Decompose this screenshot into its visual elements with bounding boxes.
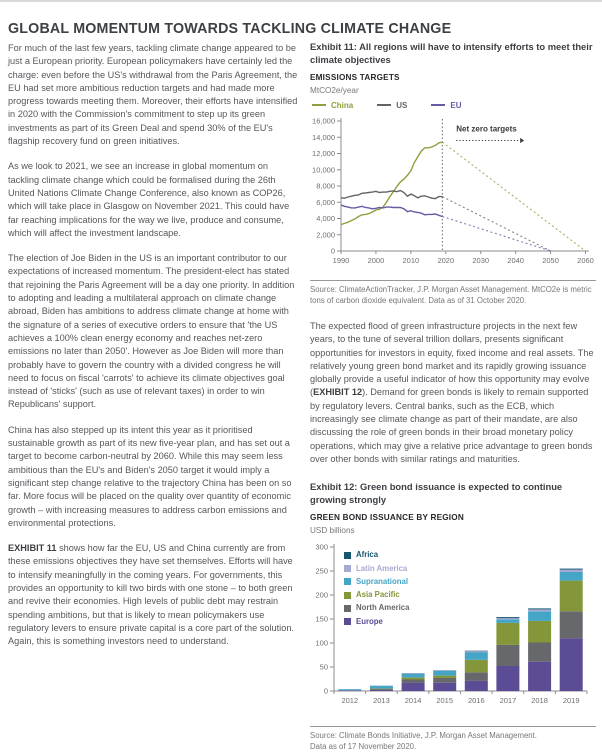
svg-text:0: 0 — [330, 246, 335, 256]
svg-text:2019: 2019 — [562, 696, 580, 706]
svg-text:2013: 2013 — [373, 696, 390, 706]
legend-label: Asia Pacific — [356, 590, 400, 600]
body-paragraph — [8, 160, 300, 240]
svg-text:16,000: 16,000 — [312, 116, 335, 126]
legend-label: EU — [450, 100, 462, 110]
paragraph-text: China has also stepped up its intent this year as it prioritised sustainable growth as part of its new five-year plan, and has set out a target to become carbon-neutral by 2060. While this may seem less ambitious than the EU's and Biden's 2050 target it would imply a significant step change relative to the trajectory China has been on so far. More focus will be placed on the quality over quantity of economic growth – with increasing measures to address carbon emissions and environmental protections. — [8, 424, 292, 528]
body-paragraph — [8, 542, 300, 648]
divider — [310, 726, 596, 727]
svg-text:2012: 2012 — [341, 696, 359, 706]
svg-text:300: 300 — [315, 542, 328, 552]
svg-text:2014: 2014 — [404, 696, 422, 706]
legend-label: Africa — [356, 550, 379, 560]
svg-text:2060: 2060 — [577, 256, 594, 265]
legend-item-us — [377, 101, 407, 110]
legend-item-africa — [344, 551, 409, 559]
legend-line-swatch — [377, 104, 391, 106]
svg-text:2020: 2020 — [437, 256, 455, 265]
exhibit-12-source-line2: Data as of 17 November 2020. — [310, 741, 417, 751]
svg-text:2040: 2040 — [507, 256, 524, 265]
svg-text:200: 200 — [315, 590, 328, 600]
svg-text:1990: 1990 — [332, 256, 350, 265]
body-text-column — [8, 42, 300, 660]
line-chart-legend — [312, 99, 596, 111]
exhibit-12 — [310, 480, 596, 752]
legend-label: Latin America — [356, 563, 408, 573]
svg-text:2017: 2017 — [499, 696, 517, 706]
body-paragraph — [8, 42, 300, 148]
svg-text:2015: 2015 — [436, 696, 454, 706]
exhibit-12-source-line1: Source: Climate Bonds Initiative, J.P. Morgan Asset Management. — [310, 731, 537, 741]
exhibit-11-title: Exhibit 11: All regions will have to intensify efforts to meet their climate objectives — [310, 41, 593, 65]
legend-line-swatch — [431, 104, 445, 106]
svg-text:4,000: 4,000 — [316, 214, 335, 224]
svg-text:8,000: 8,000 — [316, 181, 335, 191]
legend-item-latin-america — [344, 565, 409, 573]
bar-chart-legend — [344, 551, 409, 631]
legend-item-asia-pacific — [344, 591, 409, 599]
svg-text:2000: 2000 — [367, 256, 385, 265]
exhibit-11-source: Source: ClimateActionTracker, J.P. Morgan Asset Management. MtCO2e is metric tons of carbon dioxide equivalent. Data as of 31 October 2020. — [310, 285, 592, 305]
legend-label: Europe — [356, 616, 383, 626]
legend-swatch — [344, 565, 351, 572]
legend-swatch — [344, 618, 351, 625]
paragraph-text: shows how far the EU, US and China currently are from these emissions objectives they have set themselves. Efforts will have to intensify meaningfully in the coming years. For governments, this provides an opportunity to kill two birds with one stone – to both green and revive their economies. High levels of public debt may restrain spending ambitions, but that is likely to mean policymakers use regulatory levers to ensure private capital is a core part of the solution. Again, this is something investors need to understand. — [8, 543, 294, 647]
svg-text:2050: 2050 — [542, 256, 559, 265]
paragraph-text: ). Demand for green bonds is likely to remain supported by regulatory levers. Central banks, such as the ECB, which increasingly see climate change as part of their mandate, are also discussing the role of green bonds in their broad monetary policy operations, which may give a relative price advantage to green bonds over other bonds with similar ratings and maturities. — [310, 387, 593, 464]
legend-label: China — [331, 100, 354, 110]
svg-text:2010: 2010 — [402, 256, 420, 265]
svg-text:Net zero targets: Net zero targets — [456, 124, 517, 134]
svg-text:150: 150 — [315, 614, 328, 624]
exhibit-12-subtitle: GREEN BOND ISSUANCE BY REGION — [310, 513, 464, 523]
body-paragraph — [8, 252, 300, 412]
legend-swatch — [344, 605, 351, 612]
legend-label: Supranational — [356, 576, 408, 586]
svg-text:12,000: 12,000 — [312, 149, 335, 159]
exhibits-column — [310, 40, 596, 752]
legend-swatch — [344, 552, 351, 559]
legend-label: US — [396, 100, 408, 110]
emissions-line-chart — [310, 113, 596, 276]
body-paragraph — [8, 424, 300, 530]
svg-text:2018: 2018 — [531, 696, 548, 706]
exhibit-12-unit: USD billions — [310, 526, 355, 536]
svg-text:50: 50 — [319, 662, 328, 672]
svg-text:0: 0 — [323, 686, 328, 696]
paragraph-text: As we look to 2021, we see an increase in global momentum on tackling climate change which could be formalised during the 26th United Nations Climate Change Conference, also known as COP26, which will take place in Glasgow on November 2021. This could have far reaching implications for the way we live, produce and consume, which will affect the investment landscape. — [8, 161, 290, 238]
legend-item-china — [312, 101, 353, 110]
svg-text:2016: 2016 — [467, 696, 485, 706]
svg-text:14,000: 14,000 — [312, 132, 335, 142]
legend-swatch — [344, 592, 351, 599]
green-bond-bar-chart — [310, 539, 596, 722]
legend-line-swatch — [312, 104, 326, 106]
svg-text:250: 250 — [315, 566, 328, 576]
legend-label: North America — [356, 603, 410, 613]
svg-text:100: 100 — [315, 638, 328, 648]
paragraph-text: The election of Joe Biden in the US is an important contributor to our expectations of increased momentum. The president-elect has stated that rejoining the Paris Agreement will be a day one priority. In addition to adopting and leading a multilateral approach on climate change abroad, Biden has ambitions to address climate change at home with the signature of a series of executive orders to ensure that 'the US achieves a 100% clean energy economy and reaches net-zero emissions no later than 2050'. However as Joe Biden will more than probably have to govern the country with a divided congress he will need to focus on fiscal 'carrots' to achieve its climate objectives goal instead of 'sticks' (such as use of relevant taxes) in order to win Republicans' support. — [8, 253, 295, 410]
legend-swatch — [344, 578, 351, 585]
exhibit-11 — [310, 40, 596, 306]
svg-text:10,000: 10,000 — [312, 165, 335, 175]
line-chart-canvas — [310, 113, 596, 271]
svg-text:2,000: 2,000 — [316, 230, 335, 240]
page-title: GLOBAL MOMENTUM TOWARDS TACKLING CLIMATE CHANGE — [8, 20, 452, 38]
paragraph-text: For much of the last few years, tackling climate change appeared to be just a European priority. European policymakers have certainly led the charge: even before the US's withdrawal from the Paris Agreement, the EU had set more ambitious reduction targets and had made more progress towards meeting them. Moreover, their efforts have intensified in 2020 with the Commission's commitment to step up its green investments as part of its Green Deal and spend 30% of the EU's flagship recovery fund on green initiatives. — [8, 43, 298, 147]
body-paragraph — [310, 320, 596, 466]
legend-item-eu — [431, 101, 461, 110]
legend-item-europe — [344, 618, 409, 626]
exhibit-12-title: Exhibit 12: Green bond issuance is expected to continue growing strongly — [310, 481, 563, 506]
paragraph-text: The expected flood of green infrastructure projects in the next few years, to the tune of several trillion dollars, presents significant opportunities for investors in equity, fixed income and real assets. The relatively young green bond market and its rapidly growing issuance globally provide a useful indicator of how this opportunity may evolve ( — [310, 321, 594, 398]
exhibit-11-subtitle: EMISSIONS TARGETS — [310, 73, 400, 82]
svg-text:2030: 2030 — [472, 256, 490, 265]
legend-item-supranational — [344, 578, 409, 586]
legend-item-north-america — [344, 604, 409, 612]
exhibit-ref: EXHIBIT 12 — [313, 387, 363, 398]
exhibit-ref: EXHIBIT 11 — [8, 543, 57, 554]
exhibit-11-unit: MtCO2e/year — [310, 86, 359, 95]
svg-text:6,000: 6,000 — [316, 197, 335, 207]
divider — [310, 280, 596, 281]
